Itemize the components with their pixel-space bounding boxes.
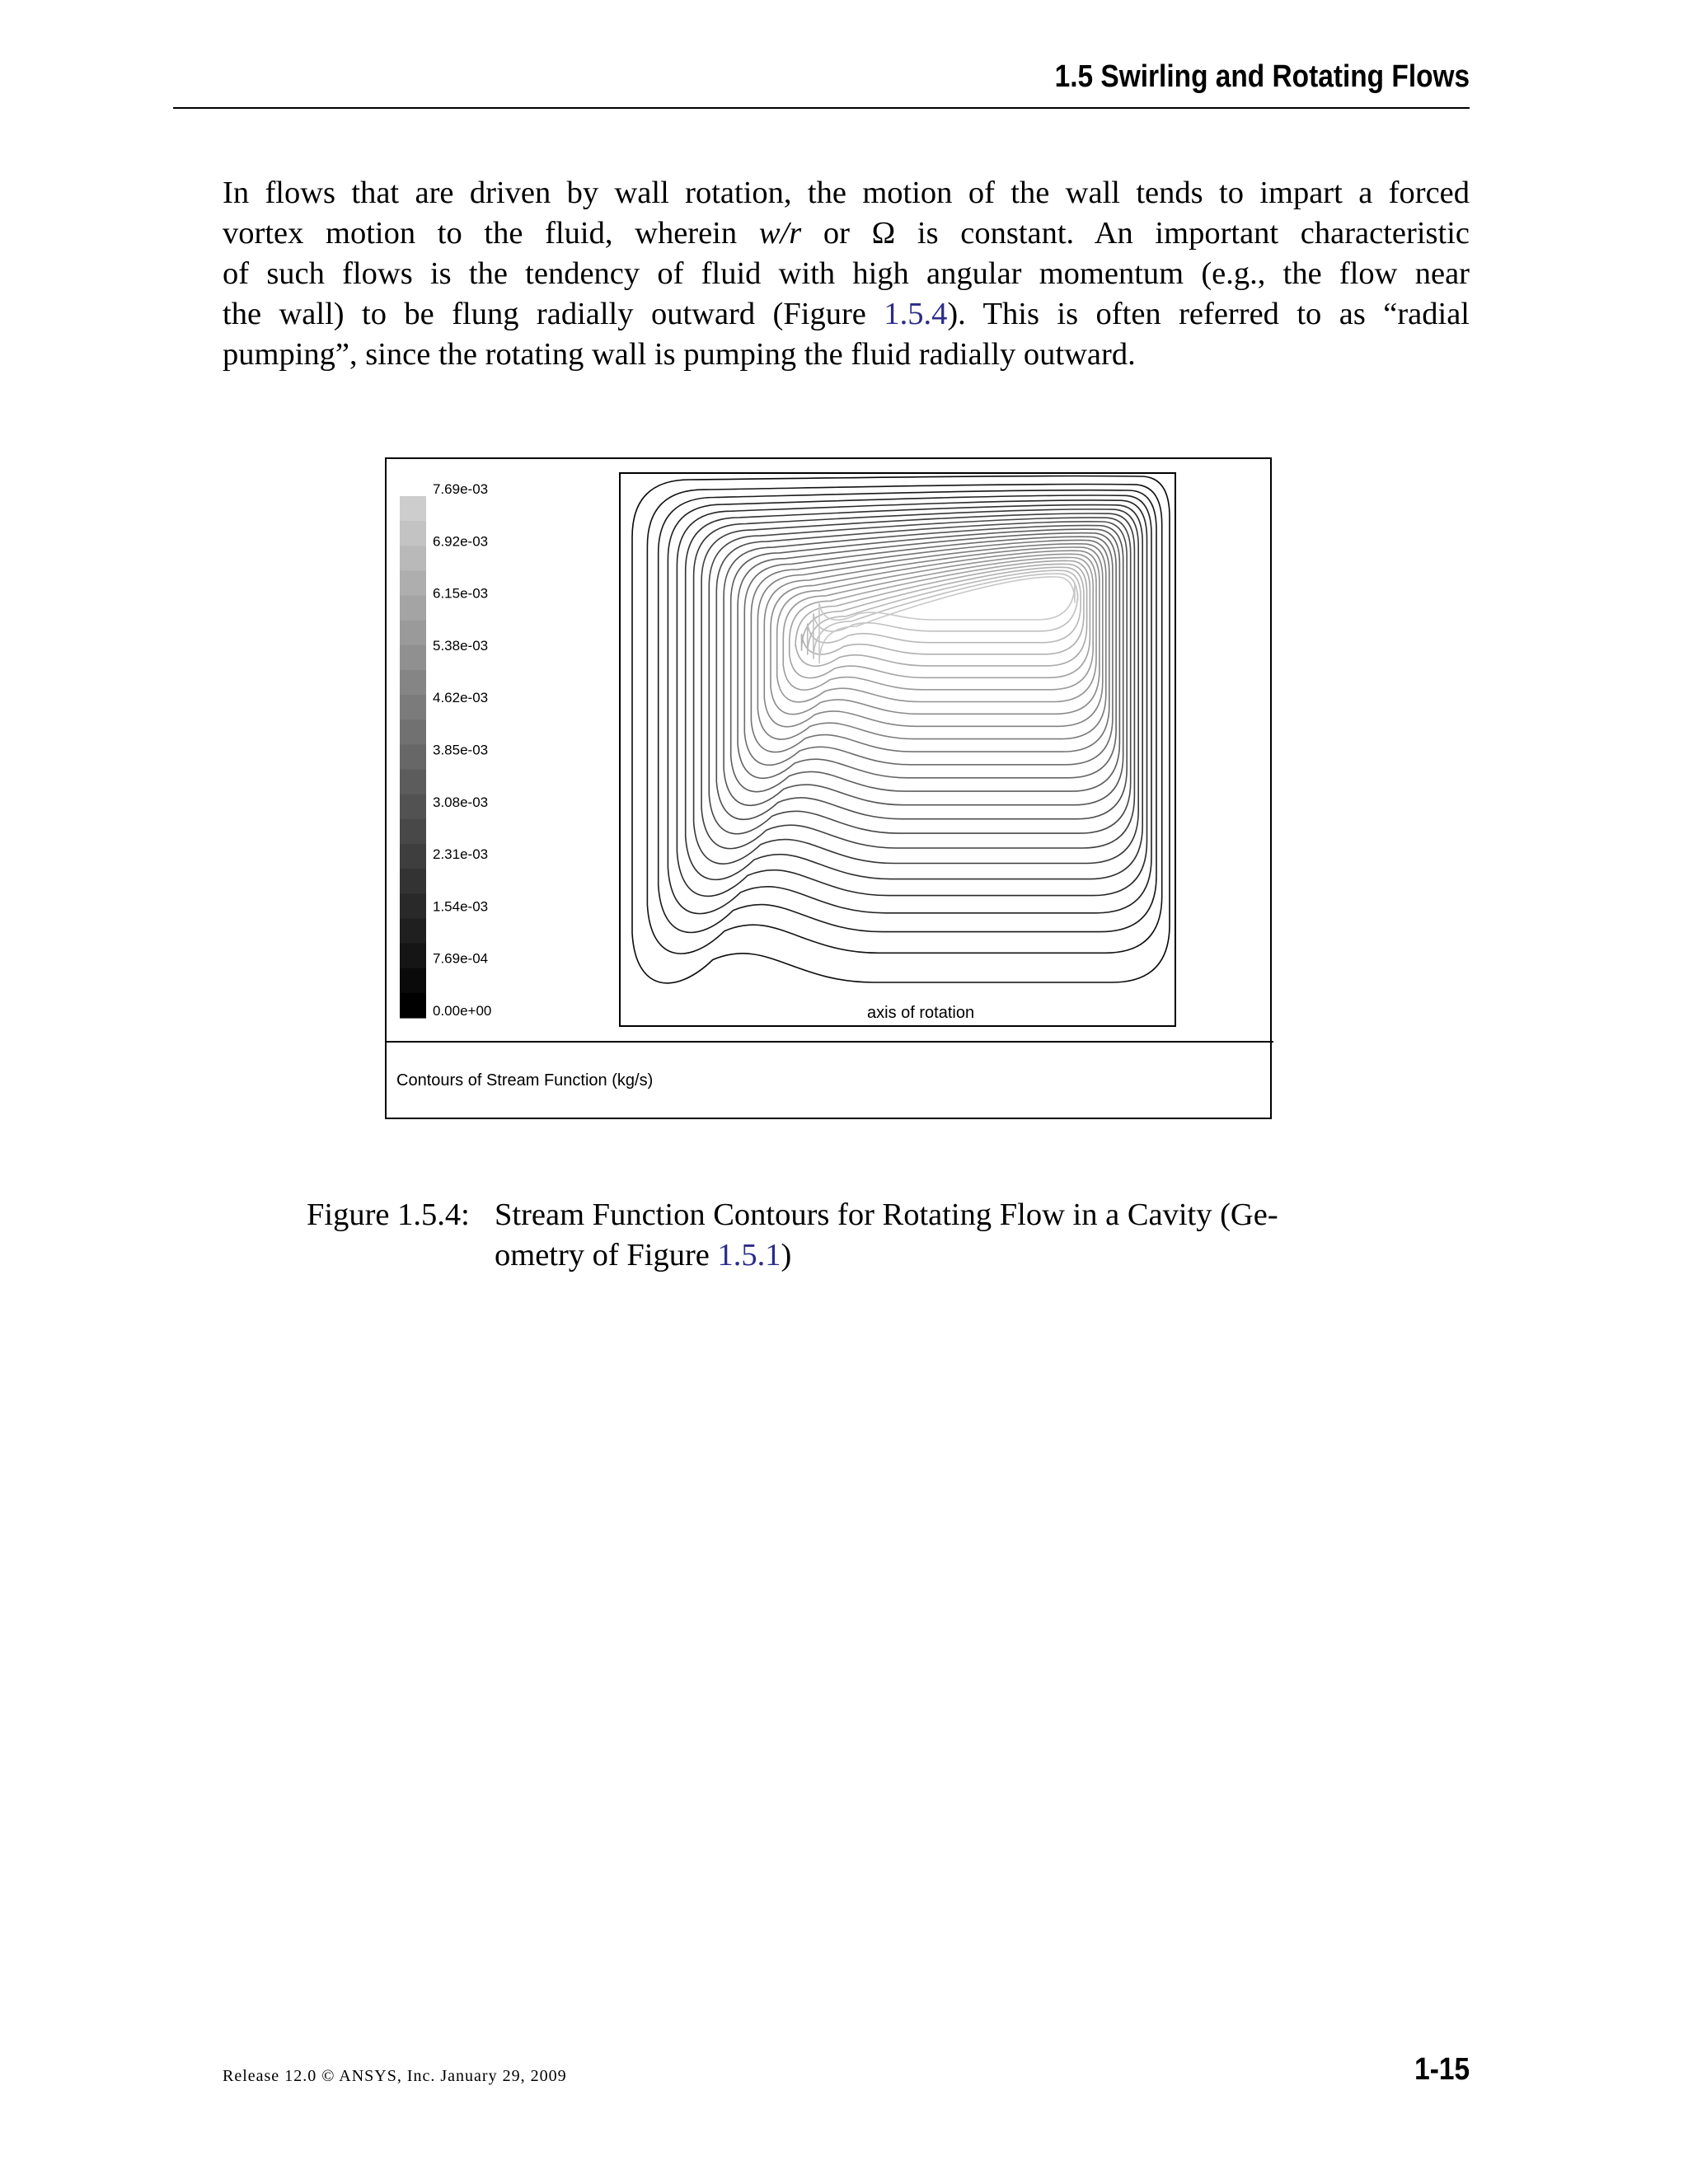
legend-labels xyxy=(433,481,491,1019)
contour-line xyxy=(659,490,1156,933)
caption-line-2 xyxy=(495,1235,1386,1276)
running-header: 1.5 Swirling and Rotating Flows xyxy=(1054,59,1470,94)
legend-label: 3.08e-03 xyxy=(433,794,489,810)
legend-swatch xyxy=(400,546,426,571)
legend-label: 5.38e-03 xyxy=(433,637,489,654)
legend-swatch xyxy=(400,645,426,671)
legend-swatch xyxy=(400,621,426,646)
legend-swatch xyxy=(400,670,426,696)
legend-label: 6.92e-03 xyxy=(433,533,489,550)
legend-swatch xyxy=(400,770,426,795)
page-number: 1-15 xyxy=(1414,2052,1470,2087)
contour-figure xyxy=(385,457,1272,1119)
legend-swatch xyxy=(400,695,426,720)
contour-line xyxy=(632,476,1170,982)
body-line-4 xyxy=(223,294,1470,335)
legend-swatch xyxy=(400,496,426,522)
body-paragraph xyxy=(223,173,1470,375)
body-line-4-a: the wall) to be flung radially outward (Figure xyxy=(223,297,884,331)
caption-line-2-a: ometry of Figure xyxy=(495,1238,718,1272)
contour-line xyxy=(709,518,1130,834)
contour-plot-svg xyxy=(387,459,1273,1121)
legend-swatch xyxy=(400,744,426,770)
contour-line xyxy=(677,500,1146,896)
legend-swatch xyxy=(400,521,426,546)
body-line-1: In flows that are driven by wall rotation, the motion of the wall tends to impart a forced xyxy=(223,176,1470,210)
figure-ref-link[interactable]: 1.5.4 xyxy=(884,297,948,331)
body-line-5: pumping”, since the rotating wall is pumping the fluid radially outward. xyxy=(223,337,1136,372)
math-w-over-r: w/r xyxy=(758,216,802,251)
legend-label: 6.15e-03 xyxy=(433,585,489,602)
body-line-4-b: ). This is often referred to as “radial xyxy=(947,297,1470,331)
legend-swatch xyxy=(400,596,426,621)
legend-swatch xyxy=(400,844,426,869)
legend-label: 4.62e-03 xyxy=(433,690,489,706)
legend-label: 1.54e-03 xyxy=(433,898,489,915)
legend-swatch xyxy=(400,944,426,969)
legend-swatch xyxy=(400,893,426,919)
plot-title: Contours of Stream Function (kg/s) xyxy=(396,1071,654,1090)
legend-swatch xyxy=(400,819,426,845)
legend-swatch xyxy=(400,794,426,820)
legend-swatch xyxy=(400,719,426,745)
contour-line xyxy=(819,577,1075,663)
body-line-2-a: vortex motion to the fluid, wherein xyxy=(223,216,759,251)
legend-label: 0.00e+00 xyxy=(433,1003,492,1019)
caption-label: Figure 1.5.4: xyxy=(307,1197,470,1232)
legend-swatch xyxy=(400,869,426,894)
caption-figure-ref-link[interactable]: 1.5.1 xyxy=(717,1238,781,1272)
legend-label: 7.69e-04 xyxy=(433,950,489,967)
legend-swatch xyxy=(400,918,426,944)
legend-colorbar xyxy=(400,496,426,1019)
caption-line-1: Stream Function Contours for Rotating Flow in a Cavity (Ge- xyxy=(495,1197,1278,1232)
contour-line xyxy=(808,570,1081,655)
legend-swatch xyxy=(400,968,426,994)
contour-line xyxy=(795,564,1087,666)
body-line-3: of such flows is the tendency of fluid with high angular momentum (e.g., the flow near xyxy=(223,256,1470,291)
body-line-2 xyxy=(223,213,1470,254)
body-line-2-b: or Ω is constant. An important characteristic xyxy=(801,216,1470,251)
footer-release: Release 12.0 © ANSYS, Inc. January 29, 2009 xyxy=(223,2067,567,2085)
caption-line-2-b: ) xyxy=(781,1238,792,1272)
legend-swatch xyxy=(400,570,426,596)
stream-contours xyxy=(632,476,1170,982)
legend-swatch xyxy=(400,993,426,1019)
legend-label: 2.31e-03 xyxy=(433,846,489,863)
legend-label: 3.85e-03 xyxy=(433,742,489,758)
axis-label: axis of rotation xyxy=(867,1004,975,1022)
header-rule xyxy=(173,107,1470,109)
caption-text xyxy=(495,1195,1386,1276)
legend-label: 7.69e-03 xyxy=(433,481,489,497)
